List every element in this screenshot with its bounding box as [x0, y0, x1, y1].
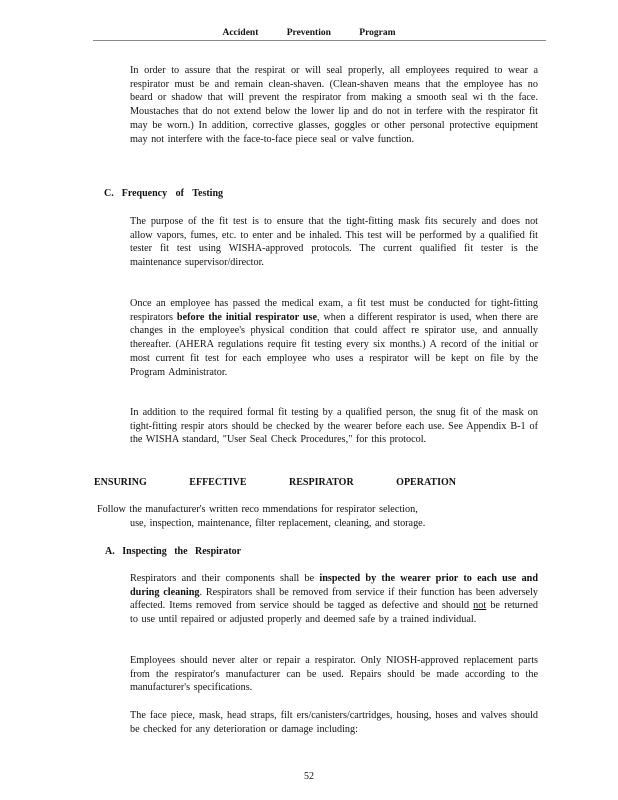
- paragraph-text: , when a different respirator is used, when there are changes in the employee's physical condition that could affect re spirator use, and annually thereafter. (AHERA regulations require fit testing every six months.) A record of the initial or most current fit test for each employee who uses a respirator will be kept on file by the Program Administrator.: [130, 311, 539, 378]
- paragraph-clean-shaven: In order to assure that the respirat or will seal properly, all employees required to wear a respirator must be and remain clean-shaven. (Clean-shaven means that the employee has no beard or shadow that will prevent the respirator from making a smooth seal wi th the face. Moustaches that do not extend below the lower lip and do not in terfere with the respirator fit may be worn.) In addition, corrective glasses, goggles or other personal protective equipment may not interfere with the face-to-face piece seal or valve function.: [130, 65, 538, 145]
- paragraph-line: use, inspection, maintenance, filter replacement, cleaning, and storage.: [130, 517, 426, 529]
- section-title: Inspecting the Respirator: [122, 546, 242, 557]
- underlined-text: not: [473, 600, 487, 612]
- paragraph-repairs: Employees should never alter or repair a respirator. Only NIOSH-approved replacement parts from the respirator's manufacturer can be used. Repairs should be made according to the manufacturer's specifications.: [130, 655, 538, 694]
- section-heading-frequency-of-testing: [104, 187, 223, 201]
- section-letter: A.: [105, 546, 115, 557]
- page-header: Accident Prevention Program: [222, 28, 396, 38]
- paragraph-fit-test-conditions: [130, 297, 538, 379]
- emphasis-text: inspected by the wearer prior to each use and during cleaning: [130, 573, 539, 598]
- paragraph-fit-test-purpose: The purpose of the fit test is to ensure that the tight-fitting mask fits securely and does not allow vapors, fumes, etc. to enter and be inhaled. This test will be performed by a qualified fit tester fit test using WISHA-approved protocols. The current qualified fit tester is the maintenance supervisor/director.: [130, 216, 538, 269]
- section-heading-inspecting-respirator: [105, 545, 241, 559]
- section-letter: C.: [104, 188, 114, 199]
- paragraph-follow-recommendations: [97, 503, 527, 530]
- paragraph-line: Follow the manufacturer's written reco mmendations for respirator selection,: [97, 504, 418, 515]
- paragraph-component-check: The face piece, mask, head straps, filt ers/canisters/cartridges, housing, hoses and valves should be checked for any deterioration or damage including:: [130, 710, 538, 735]
- paragraph-text: Once an employee has passed the medical exam, a fit test must be conducted for tight-fitting respirators: [130, 298, 538, 323]
- section-heading-ensuring-operation: ENSURING EFFECTIVE RESPIRATOR OPERATION: [94, 477, 456, 488]
- emphasis-text: before the initial respirator use: [176, 311, 317, 323]
- paragraph-seal-check: In addition to the required formal fit testing by a qualified person, the snug fit of the mask on tight-fitting respir ators should be checked by the wearer before each use. See Appendix B-1 of the WISHA standard, "User Seal Check Procedures," for this protocol.: [130, 407, 538, 446]
- header-divider: [93, 40, 546, 41]
- section-title: Frequency of Testing: [121, 188, 224, 199]
- paragraph-text: Respirators and their components shall be: [130, 573, 315, 584]
- paragraph-text: . Respirators shall be removed from service if their function has been adversely affected. Items removed from service should be tagged as defective and should: [130, 586, 539, 612]
- paragraph-inspection: [130, 572, 538, 627]
- paragraph-text: be returned to use until repaired or adjusted properly and deemed safe by a trained individual.: [130, 600, 539, 626]
- page-number: 52: [304, 771, 314, 782]
